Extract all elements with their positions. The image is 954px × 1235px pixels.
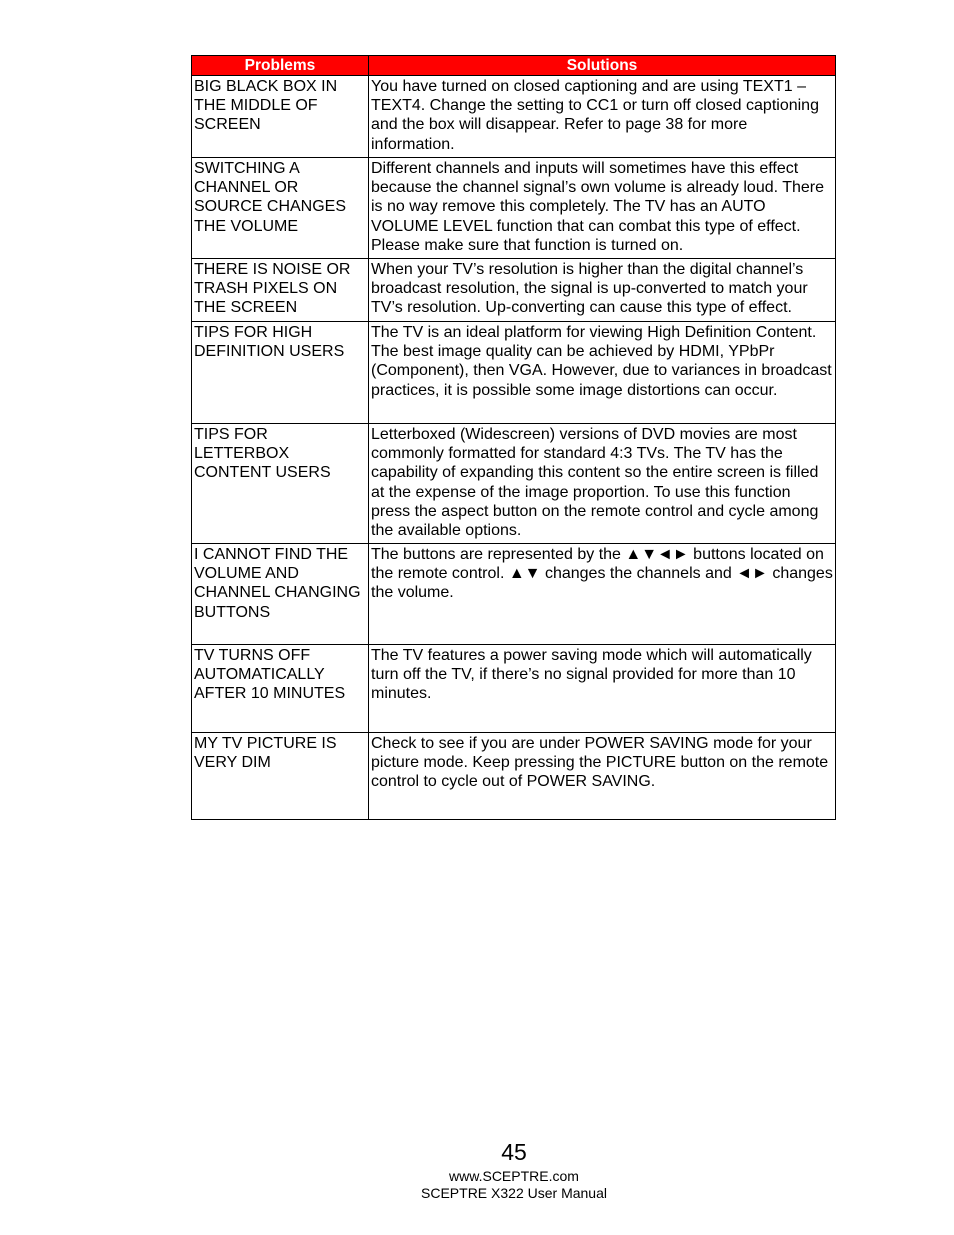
table-row [192,544,836,645]
troubleshooting-table [191,55,836,820]
solution-cell: Different channels and inputs will sometimes have this effect because the channel signal’s own volume is already loud. There is no way remove this completely. The TV has an AUTO VOLUME LEVEL function that can combat this type of effect. Please make sure that function is turned on. [369,158,836,259]
problems-column-header: Problems [192,56,369,76]
problem-cell: SWITCHING A CHANNEL OR SOURCE CHANGES THE VOLUME [192,158,369,259]
problem-cell: TIPS FOR LETTERBOX CONTENT USERS [192,424,369,544]
solution-cell: The TV is an ideal platform for viewing High Definition Content. The best image quality can be achieved by HDMI, YPbPr (Component), then VGA. However, due to variances in broadcast practices, it is possible some image distortions can occur. [369,322,836,424]
problem-cell: I CANNOT FIND THE VOLUME AND CHANNEL CHANGING BUTTONS [192,544,369,645]
problem-cell: MY TV PICTURE IS VERY DIM [192,733,369,820]
solution-cell: When your TV’s resolution is higher than the digital channel’s broadcast resolution, the signal is up-converted to match your TV’s resolution. Up-converting can cause this type of effect. [369,259,836,322]
table-row [192,424,836,544]
table-header-row [192,56,836,76]
problem-cell: TV TURNS OFF AUTOMATICALLY AFTER 10 MINUTES [192,645,369,733]
website-text: www.SCEPTRE.com [449,1168,579,1184]
solution-cell: You have turned on closed captioning and are using TEXT1 – TEXT4. Change the setting to CC1 or turn off closed captioning and the box will disappear. Refer to page 38 for more information. [369,76,836,158]
page-number: 45 [501,1139,527,1165]
solution-cell: Letterboxed (Widescreen) versions of DVD movies are most commonly formatted for standard 4:3 TVs. The TV has the capability of expanding this content so the entire screen is filled at the expense of the image proportion. To use this function press the aspect button on the remote control and cycle among the available options. [369,424,836,544]
solution-cell: The buttons are represented by the ▲▼◄► buttons located on the remote control. ▲▼ changes the channels and ◄► changes the volume. [369,544,836,645]
solutions-column-header: Solutions [369,56,836,76]
manual-title: SCEPTRE X322 User Manual [421,1185,607,1201]
table-row [192,645,836,733]
table-row [192,322,836,424]
table-row [192,158,836,259]
problem-cell: BIG BLACK BOX IN THE MIDDLE OF SCREEN [192,76,369,158]
problem-cell: TIPS FOR HIGH DEFINITION USERS [192,322,369,424]
table-row [192,733,836,820]
solution-cell: Check to see if you are under POWER SAVING mode for your picture mode. Keep pressing the PICTURE button on the remote control to cycle out of POWER SAVING. [369,733,836,820]
table-row [192,259,836,322]
table-row [192,76,836,158]
problem-cell: THERE IS NOISE OR TRASH PIXELS ON THE SCREEN [192,259,369,322]
solution-cell: The TV features a power saving mode which will automatically turn off the TV, if there’s no signal provided for more than 10 minutes. [369,645,836,733]
